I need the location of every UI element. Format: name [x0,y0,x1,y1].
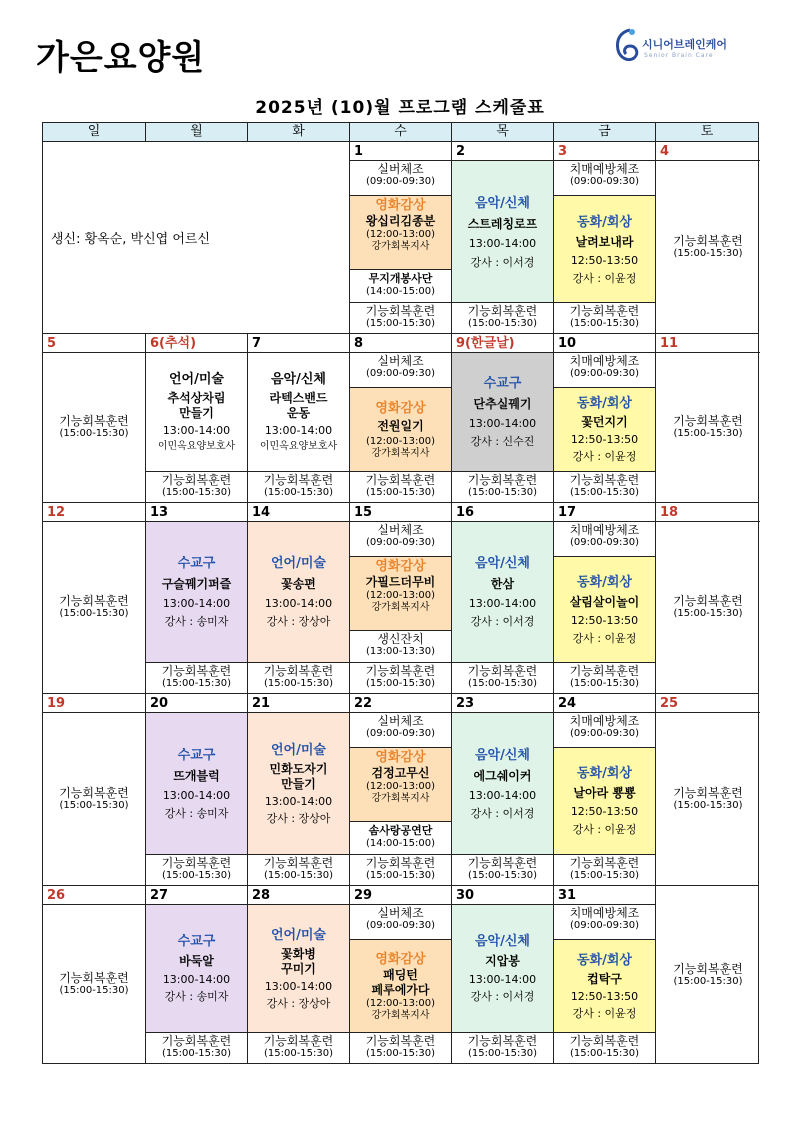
rehab-time: (15:00-15:30) [569,678,640,689]
program-instructor: 강사 : 송미자 [164,990,229,1003]
movie-category: 영화감상 [375,400,426,416]
day-cell-17 [554,503,656,693]
dementia-time: (09:00-09:30) [569,537,640,548]
day-cell-11 [656,334,760,502]
movie-instructor: 강가회복지사 [371,447,430,459]
dementia-exercise: 치매예방체조 [569,714,640,728]
rehab-time: (15:00-15:30) [161,1048,232,1059]
rehab-time: (15:00-15:30) [569,487,640,498]
rehab-label: 기능회복훈련 [467,1034,538,1048]
day-number: 28 [252,888,271,903]
weekday-header-wed: 수 [349,122,452,142]
rehab-time: (15:00-15:30) [467,678,538,689]
program-title: 날려보내라 [575,234,634,249]
program-title-line2: 만들기 [281,776,316,791]
movie-time: (12:00-13:00) [365,590,436,601]
fairytale-category: 동화/회상 [577,396,632,411]
program-time: 13:00-14:00 [468,417,537,430]
rehab-time: (15:00-15:30) [569,1048,640,1059]
day-cell-31 [554,886,656,1063]
program-time: 13:00-14:00 [162,788,231,802]
silver-exercise: 실버체조 [377,523,424,537]
day-number: 15 [354,505,373,520]
day-number: 14 [252,505,271,520]
rehab-time: (15:00-15:30) [263,487,334,498]
handcraft-category: 수교구 [483,376,522,391]
program-time: 12:50-13:50 [570,433,639,446]
movie-time: (12:00-13:00) [365,435,436,447]
week-row-2 [42,333,759,503]
program-instructor: 강사 : 이서경 [470,255,535,269]
silver-time: (09:00-09:30) [365,368,436,379]
rehab-time: (15:00-15:30) [59,799,129,811]
program-title: 지압봉 [485,954,520,968]
schedule-subtitle: 2025년 (10)월 프로그램 스케줄표 [255,98,545,118]
day-cell-30 [452,886,554,1063]
event-title: 솜사랑공연단 [368,824,433,837]
rehab-time: (15:00-15:30) [59,428,129,439]
program-title-line2: 꾸미기 [281,961,316,976]
rehab-label: 기능회복훈련 [263,856,334,870]
program-title: 날아라 뿅뿅 [573,786,636,800]
dementia-exercise: 치매예방체조 [569,162,640,176]
program-time: 12:50-13:50 [570,253,639,267]
rehab-label: 기능회복훈련 [467,664,538,678]
rehab-label: 기능회복훈련 [161,664,232,678]
program-title: 구슬꿰기퍼즐 [161,577,232,591]
program-instructor: 강사 : 장상아 [266,811,331,825]
rehab-label: 기능회복훈련 [569,856,640,870]
program-instructor: 강사 : 송미자 [164,615,229,628]
program-title: 단추실꿰기 [473,397,532,411]
day-cell-5 [43,334,146,502]
rehab-label: 기능회복훈련 [673,414,743,428]
event-time: (14:00-15:00) [365,286,436,297]
rehab-label: 기능회복훈련 [365,1034,436,1048]
silver-exercise: 실버체조 [377,354,424,368]
rehab-label: 기능회복훈련 [59,970,129,985]
language-category: 언어/미술 [169,372,224,387]
fairytale-category: 동화/회상 [577,952,632,968]
rehab-label: 기능회복훈련 [467,304,538,318]
program-instructor: 강사 : 이윤정 [572,823,637,836]
program-time: 13:00-14:00 [264,979,333,993]
event-time: (13:00-13:30) [365,646,436,657]
program-title: 한삼 [490,577,515,591]
rehab-time: (15:00-15:30) [467,870,538,881]
day-number: 10 [558,336,577,351]
program-time: 12:50-13:50 [570,805,639,818]
weekday-header-sat: 토 [655,122,759,142]
fairytale-category: 동화/회상 [577,214,632,230]
day-number: 7 [252,336,262,351]
rehab-label: 기능회복훈련 [467,473,538,487]
program-instructor: 강사 : 장상아 [266,996,331,1010]
program-title: 살림살이놀이 [569,594,640,609]
movie-title: 검정고무신 [371,766,430,780]
week-row-3 [42,502,759,694]
rehab-label: 기능회복훈련 [673,785,743,800]
rehab-label: 기능회복훈련 [59,414,129,428]
day-cell-19 [43,694,146,885]
program-time: 13:00-14:00 [162,973,231,986]
day-number: 29 [354,888,373,903]
day-cell-16 [452,503,554,693]
language-category: 언어/미술 [271,556,326,571]
day-cell-23 [452,694,554,885]
rehab-time: (15:00-15:30) [263,870,334,881]
birthday-cell [43,142,350,333]
silver-time: (09:00-09:30) [365,537,436,548]
rehab-time: (15:00-15:30) [161,678,232,689]
day-cell-15 [350,503,452,693]
day-number: 25 [660,696,679,711]
weekday-header-sun: 일 [42,122,146,142]
rehab-time: (15:00-15:30) [673,799,743,811]
day-number: 18 [660,505,679,520]
program-instructor: 강사 : 신수진 [470,435,535,448]
day-cell-28 [248,886,350,1063]
program-time: 13:00-14:00 [162,424,231,437]
day-number: 31 [558,888,577,903]
day-cell-29 [350,886,452,1063]
rehab-time: (15:00-15:30) [365,678,436,689]
program-title: 바둑알 [179,954,214,968]
day-cell-9 [452,334,554,502]
silver-exercise: 실버체조 [377,162,424,176]
rehab-label: 기능회복훈련 [263,473,334,487]
weekday-header-thu: 목 [451,122,554,142]
program-instructor: 강사 : 이윤정 [572,1006,637,1020]
day-number: 3 [558,144,568,159]
program-time: 13:00-14:00 [264,794,333,808]
day-number: 13 [150,505,169,520]
day-cell-22 [350,694,452,885]
program-instructor: 강사 : 이윤정 [572,631,637,645]
day-cell-empty [656,886,760,1063]
day-number: 26 [47,888,66,903]
handcraft-category: 수교구 [177,747,216,763]
day-number: 19 [47,696,66,711]
movie-category: 영화감상 [375,951,426,967]
rehab-time: (15:00-15:30) [365,1048,436,1059]
day-number: 17 [558,505,577,520]
day-cell-1 [350,142,452,333]
rehab-time: (15:00-15:30) [569,318,640,329]
day-number: 27 [150,888,169,903]
music-category: 음악/신체 [271,372,326,387]
day-number: 24 [558,696,577,711]
silver-time: (09:00-09:30) [365,728,436,739]
day-number: 8 [354,336,364,351]
rehab-label: 기능회복훈련 [569,664,640,678]
rehab-time: (15:00-15:30) [263,678,334,689]
day-cell-25 [656,694,760,885]
program-instructor: 이민옥요양보호사 [259,441,338,452]
rehab-label: 기능회복훈련 [59,785,129,800]
day-cell-21 [248,694,350,885]
language-category: 언어/미술 [271,927,326,943]
program-time: 13:00-14:00 [468,597,537,610]
day-cell-13 [146,503,248,693]
day-number: 2 [456,144,466,159]
dementia-time: (09:00-09:30) [569,920,640,931]
day-cell-8 [350,334,452,502]
program-title-line1: 라텍스밴드 [269,391,328,405]
day-cell-26 [43,886,146,1063]
movie-category: 영화감상 [375,559,426,574]
program-time: 13:00-14:00 [264,424,333,437]
day-number: 9(한글날) [456,336,515,351]
movie-instructor: 강가회복지사 [371,241,430,252]
silver-time: (09:00-09:30) [365,920,436,931]
event-title: 무지개봉사단 [368,272,433,285]
rehab-time: (15:00-15:30) [263,1048,334,1059]
day-number: 21 [252,696,271,711]
rehab-label: 기능회복훈련 [365,473,436,487]
day-number: 5 [47,336,57,351]
logo-text: 시니어브레인케어 [642,38,728,51]
page-title: 가은요양원 [36,38,206,78]
movie-category: 영화감상 [375,198,426,213]
handcraft-category: 수교구 [177,934,216,949]
rehab-time: (15:00-15:30) [673,428,743,439]
day-number: 1 [354,144,364,159]
program-time: 12:50-13:50 [570,989,639,1003]
movie-instructor: 강가회복지사 [371,793,430,804]
movie-title-line2: 페루에가다 [371,982,430,997]
movie-category: 영화감상 [375,750,426,765]
rehab-time: (15:00-15:30) [365,870,436,881]
rehab-label: 기능회복훈련 [161,856,232,870]
week-row-4 [42,693,759,886]
movie-time: (12:00-13:00) [365,229,436,240]
handcraft-category: 수교구 [177,556,216,571]
dementia-time: (09:00-09:30) [569,728,640,739]
rehab-label: 기능회복훈련 [263,664,334,678]
dementia-exercise: 치매예방체조 [569,354,640,368]
movie-title: 왕십리김종분 [365,214,436,228]
weekday-header-tue: 화 [247,122,350,142]
rehab-label: 기능회복훈련 [673,961,743,976]
rehab-time: (15:00-15:30) [161,870,232,881]
rehab-time: (15:00-15:30) [365,318,436,329]
music-category: 음악/신체 [475,195,530,211]
program-title: 컵탁구 [587,971,622,986]
program-title-line2: 운동 [286,406,311,420]
rehab-time: (15:00-15:30) [161,487,232,498]
rehab-label: 기능회복훈련 [673,233,743,248]
music-category: 음악/신체 [475,556,530,571]
movie-title: 가필드더무비 [365,575,436,589]
rehab-label: 기능회복훈련 [365,664,436,678]
dementia-time: (09:00-09:30) [569,368,640,379]
day-cell-7 [248,334,350,502]
rehab-label: 기능회복훈련 [569,473,640,487]
movie-title-line1: 패딩턴 [383,967,418,982]
movie-instructor: 강가회복지사 [371,1009,430,1021]
event-title: 생신잔치 [377,632,424,646]
day-number: 22 [354,696,373,711]
program-title: 꽃송편 [281,577,316,591]
calendar [42,122,759,1064]
program-time: 13:00-14:00 [468,236,537,250]
program-time: 12:50-13:50 [570,613,639,627]
silver-exercise: 실버체조 [377,714,424,728]
program-instructor: 강사 : 이서경 [470,615,535,628]
silver-time: (09:00-09:30) [365,176,436,187]
program-instructor: 강사 : 이서경 [470,806,535,820]
day-cell-3 [554,142,656,333]
rehab-label: 기능회복훈련 [569,304,640,318]
day-cell-2 [452,142,554,333]
dementia-exercise: 치매예방체조 [569,906,640,920]
movie-time: (12:00-13:00) [365,997,436,1009]
program-instructor: 강사 : 장상아 [266,615,331,628]
rehab-time: (15:00-15:30) [673,608,743,619]
program-time: 13:00-14:00 [468,973,537,986]
week-row-5 [42,885,759,1064]
rehab-time: (15:00-15:30) [673,247,743,259]
brain-care-logo-icon [612,26,642,66]
program-instructor: 이민옥요양보호사 [157,441,236,452]
day-number: 16 [456,505,475,520]
day-cell-24 [554,694,656,885]
movie-time: (12:00-13:00) [365,781,436,792]
day-cell-27 [146,886,248,1063]
program-time: 13:00-14:00 [264,597,333,610]
language-category: 언어/미술 [271,742,326,758]
rehab-time: (15:00-15:30) [467,487,538,498]
rehab-time: (15:00-15:30) [467,318,538,329]
program-title-line1: 추석상차림 [167,391,226,405]
music-category: 음악/신체 [475,934,530,949]
day-number: 23 [456,696,475,711]
day-number: 20 [150,696,169,711]
day-number: 11 [660,336,679,351]
day-cell-6 [146,334,248,502]
program-title: 스트레칭로프 [467,216,538,231]
rehab-label: 기능회복훈련 [569,1034,640,1048]
day-cell-12 [43,503,146,693]
rehab-time: (15:00-15:30) [59,608,129,619]
rehab-label: 기능회복훈련 [59,594,129,608]
program-title: 뜨개블럭 [173,768,220,783]
logo-subtext: Senior Brain Care [644,52,714,59]
program-time: 13:00-14:00 [162,597,231,610]
rehab-label: 기능회복훈련 [673,594,743,608]
program-instructor: 강사 : 송미자 [164,806,229,820]
day-cell-4 [656,142,760,333]
music-category: 음악/신체 [475,747,530,763]
rehab-time: (15:00-15:30) [365,487,436,498]
day-number: 30 [456,888,475,903]
rehab-label: 기능회복훈련 [161,1034,232,1048]
program-title: 에그쉐이커 [473,768,532,783]
rehab-time: (15:00-15:30) [673,975,743,987]
dementia-exercise: 치매예방체조 [569,523,640,537]
program-instructor: 강사 : 이서경 [470,990,535,1003]
week-row-1 [42,141,759,334]
program-instructor: 강사 : 이윤정 [572,271,637,285]
day-number: 12 [47,505,66,520]
rehab-label: 기능회복훈련 [263,1034,334,1048]
rehab-label: 기능회복훈련 [467,856,538,870]
rehab-time: (15:00-15:30) [467,1048,538,1059]
day-cell-18 [656,503,760,693]
program-time: 13:00-14:00 [468,788,537,802]
day-cell-14 [248,503,350,693]
program-title-line1: 민화도자기 [269,761,328,776]
program-title: 꽃던지기 [581,415,628,429]
birthday-text: 생신: 황옥순, 박신엽 어르신 [51,232,211,247]
program-instructor: 강사 : 이윤정 [572,450,637,463]
weekday-header-mon: 월 [145,122,248,142]
fairytale-category: 동화/회상 [577,766,632,781]
day-number: 4 [660,144,670,159]
weekday-header-fri: 금 [553,122,656,142]
fairytale-category: 동화/회상 [577,574,632,590]
event-time: (14:00-15:00) [365,838,436,849]
rehab-label: 기능회복훈련 [161,473,232,487]
rehab-time: (15:00-15:30) [59,984,129,996]
day-number: 6(추석) [150,336,197,351]
rehab-time: (15:00-15:30) [569,870,640,881]
rehab-label: 기능회복훈련 [365,304,436,318]
silver-exercise: 실버체조 [377,906,424,920]
dementia-time: (09:00-09:30) [569,176,640,187]
day-cell-20 [146,694,248,885]
day-cell-10 [554,334,656,502]
program-title-line1: 꽃화병 [281,946,316,961]
rehab-label: 기능회복훈련 [365,856,436,870]
program-title-line2: 만들기 [179,406,214,420]
logo [612,26,762,68]
movie-title: 전원일기 [377,418,424,433]
movie-instructor: 강가회복지사 [371,602,430,613]
